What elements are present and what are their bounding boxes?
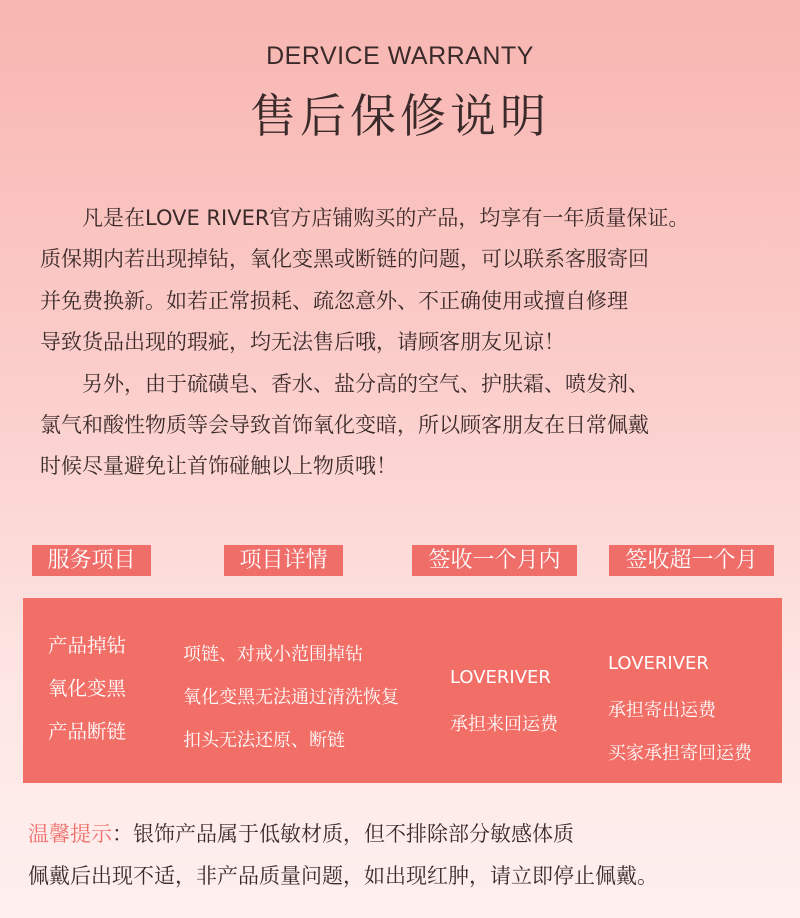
- intro-line: 另外，由于硫磺皂、香水、盐分高的空气、护肤霜、喷发剂、: [82, 371, 649, 396]
- header-item-details: 项目详情: [224, 545, 343, 576]
- item-detail: 扣头无法还原、断链: [183, 730, 345, 751]
- page-title: 售后保修说明: [250, 89, 550, 143]
- within-month-text: LOVERIVER: [450, 667, 551, 688]
- warranty-table: [23, 598, 782, 783]
- tip-line: 佩戴后出现不适，非产品质量问题，如出现红肿，请立即停止佩戴。: [28, 864, 658, 888]
- tip-label: 温馨提示: [28, 822, 112, 846]
- service-item: 氧化变黑: [48, 677, 127, 700]
- header-within-month: 签收一个月内: [412, 545, 577, 576]
- intro-line: 导致货品出现的瑕疵，均无法售后哦，请顾客朋友见谅！: [40, 330, 565, 355]
- item-detail: 氧化变黑无法通过清洗恢复: [183, 687, 399, 708]
- table-header-row: [0, 545, 800, 577]
- within-month-text: 承担来回运费: [450, 714, 558, 735]
- intro-line: 并免费换新。如若正常损耗、疏忽意外、不正确使用或擅自修理: [40, 288, 628, 313]
- page-subtitle: DERVICE WARRANTY: [266, 42, 534, 70]
- over-month-text: 买家承担寄回运费: [608, 743, 752, 764]
- intro-line: 凡是在LOVE RIVER官方店铺购买的产品，均享有一年质量保证。: [82, 206, 690, 230]
- intro-line: 质保期内若出现掉钻，氧化变黑或断链的问题，可以联系客服寄回: [40, 247, 649, 272]
- intro-text: [40, 198, 790, 488]
- intro-line: 时候尽量避免让首饰碰触以上物质哦！: [40, 454, 397, 479]
- service-item: 产品断链: [48, 720, 127, 743]
- header-over-month: 签收超一个月: [609, 545, 774, 576]
- service-item: 产品掉钻: [48, 634, 127, 657]
- tip-line: [28, 813, 788, 855]
- intro-line: 氯气和酸性物质等会导致首饰氧化变暗，所以顾客朋友在日常佩戴: [40, 413, 649, 438]
- item-detail: 项链、对戒小范围掉钻: [183, 644, 363, 665]
- header-service-item: 服务项目: [32, 545, 151, 576]
- tip-text: ：银饰产品属于低敏材质，但不排除部分敏感体质: [112, 822, 574, 846]
- warm-tip: [28, 813, 788, 897]
- over-month-text: 承担寄出运费: [608, 700, 716, 721]
- over-month-text: LOVERIVER: [608, 653, 709, 674]
